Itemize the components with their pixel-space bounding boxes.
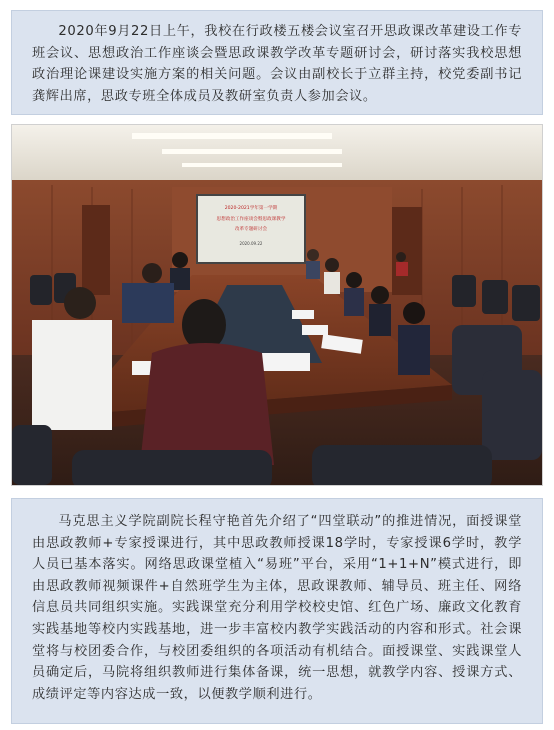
right-door xyxy=(392,207,422,295)
screen-date: 2020.09.22 xyxy=(239,241,263,246)
screen-line-3: 改革专题研讨会 xyxy=(234,227,268,232)
intro-paragraph: 2020年9月22日上午，我校在行政楼五楼会议室召开思政课改革建设工作专班会议、思想政治工作座谈会暨思政课教学改革专题研讨会，研讨落实我校思想政治理论课建设实施方案的相关问题。会议由副校长于立群主持，校党委副书记龚辉出席，思政专班全体成员及教研室负责人参加会议。 xyxy=(32,24,522,104)
screen-line-1: 2020-2021学年第一学期 xyxy=(224,206,278,211)
ceiling-light xyxy=(182,163,342,167)
left-door xyxy=(82,205,110,295)
ceiling-light xyxy=(132,133,332,139)
meeting-room-illustration xyxy=(12,125,542,485)
ceiling-light xyxy=(162,149,342,154)
body-card xyxy=(11,498,543,724)
screen-line-2: 思想政治工作座谈会暨思政课教学 xyxy=(216,217,286,222)
intro-card xyxy=(11,10,543,115)
meeting-photo xyxy=(11,124,543,486)
body-paragraph: 马克思主义学院副院长程守艳首先介绍了“四堂联动”的推进情况，面授课堂由思政教师+专家授课进行，其中思政教师授课18学时，专家授课6学时，教学人员已基本落实。网络思政课堂植入“易班”平台，采用“1+1+N”模式进行，即由思政教师视频课件+自然班学生为主体，思政课教师、辅导员、班主任、网络信息员共同组织实施。实践课堂充分利用学校校史馆、红色广场、廉政文化教育实践基地等校内实践基地，进一步丰富校内教学实践活动的内容和形式。社会课堂将与校团委合作，与校团委组织的各项活动有机结合。面授课堂、实践课堂人员确定后，马院将组织教师进行集体备课，统一思想，就教学内容、授课方式、成绩评定等内容达成一致，以便教学顺利进行。 xyxy=(32,514,522,702)
